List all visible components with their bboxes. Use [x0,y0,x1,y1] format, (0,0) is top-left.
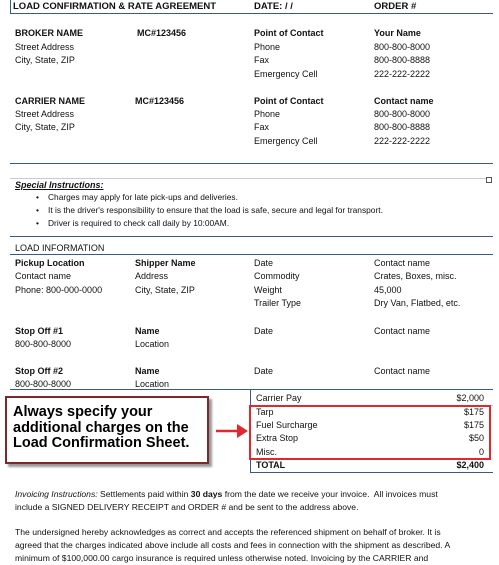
broker-phone-label: Phone [254,42,281,52]
carrier-poc-label: Point of Contact [254,96,324,106]
carrier-poc-value: Contact name [374,96,434,106]
agreement-line: minimum of $100,000.00 cargo insurance is required unless otherwise noted. Invoicing by the CARRIER and [15,553,429,563]
agreement-line: The undersigned hereby acknowledges as correct and accepts the referenced shipment on behalf of broker. It is [15,527,441,537]
parties-divider [10,163,493,164]
carrier-mc-number: MC#123456 [135,96,185,106]
weight-label: Weight [254,285,282,295]
list-item: • Charges may apply for late pick-ups and deliveries. [34,191,383,204]
weight-value: 45,000 [374,285,402,295]
broker-city: City, State, ZIP [15,55,75,65]
stop-2-date-label: Date [254,366,274,376]
header-divider [10,13,493,14]
carrier-fax-label: Fax [254,122,270,132]
carrier-phone-label: Phone [254,109,281,119]
commodity-label: Commodity [254,271,300,281]
callout-line: Load Confirmation Sheet. [13,435,190,451]
pickup-contact-label: Contact name [374,258,431,268]
carrier-pay-label: Carrier Pay [256,393,302,403]
special-divider [10,236,493,237]
carrier-city: City, State, ZIP [15,122,75,132]
extra-stop-value: $50 [468,433,484,443]
invoicing-paragraph [15,488,493,514]
stop-2-contact-label: Contact name [374,366,431,376]
date-field[interactable]: DATE: / / [254,1,293,12]
callout-line: additional charges on the [13,419,189,436]
charges-top-rule [10,389,493,390]
broker-poc-label: Point of Contact [254,28,324,38]
special-top-rule [10,178,486,179]
callout-box [5,396,209,464]
pickup-contact-name: Contact name [15,271,72,281]
fuel-surcharge-label: Fuel Surcharge [256,420,318,430]
resize-handle[interactable] [486,177,492,183]
pickup-location-label: Pickup Location [15,258,85,268]
load-information-heading: LOAD INFORMATION [15,243,105,253]
stop-2-label: Stop Off #2 [15,366,64,376]
pickup-date-label: Date [254,258,274,268]
special-instructions-label: Special Instructions: [15,180,104,190]
list-item: • Driver is required to check call daily by 10:00AM. [34,217,383,230]
invoicing-line-2: include a SIGNED DELIVERY RECEIPT and ORDER # and be sent to the address above. [15,502,359,512]
carrier-emergency-value: 222-222-2222 [374,136,431,146]
invoicing-label: Invoicing Instructions: [15,489,98,499]
left-margin-rule [10,0,11,14]
stop-1-date-label: Date [254,326,274,336]
shipper-city: City, State, ZIP [135,285,195,295]
special-instructions-list [34,191,383,230]
invoicing-text: from the date we receive your invoice. All invoices must [222,489,438,499]
broker-emergency-label: Emergency Cell [254,69,318,79]
extra-stop-label: Extra Stop [256,433,299,443]
shipper-address: Address [135,271,169,281]
carrier-emergency-label: Emergency Cell [254,136,318,146]
misc-value: 0 [478,447,484,457]
trailer-type-value: Dry Van, Flatbed, etc. [374,298,461,308]
carrier-phone-value: 800-800-8000 [374,109,431,119]
broker-phone-value: 800-800-8000 [374,42,431,52]
stop-1-label: Stop Off #1 [15,326,64,336]
load-heading-rule [10,254,493,255]
broker-fax-label: Fax [254,55,270,65]
total-value: $2,400 [456,460,484,470]
document-title: LOAD CONFIRMATION & RATE AGREEMENT [13,1,217,12]
order-number-field[interactable]: ORDER # [374,1,417,12]
stop-2-name-label: Name [135,366,160,376]
fuel-surcharge-value: $175 [463,420,484,430]
carrier-fax-value: 800-800-8888 [374,122,431,132]
stop-2-phone: 800-800-8000 [15,379,72,389]
carrier-pay-value: $2,000 [456,393,484,403]
carrier-street: Street Address [15,109,75,119]
arrow-right-icon [215,422,249,440]
total-label: TOTAL [256,460,286,470]
broker-fax-value: 800-800-8888 [374,55,431,65]
agreement-paragraph [15,526,493,565]
broker-poc-value: Your Name [374,28,421,38]
stop-1-name-label: Name [135,326,160,336]
stop-1-location: Location [135,339,170,349]
commodity-value: Crates, Boxes, misc. [374,271,457,281]
trailer-type-label: Trailer Type [254,298,302,308]
list-item: • It is the driver's responsibility to ensure that the load is safe, secure and legal for transport. [34,204,383,217]
stop-2-location: Location [135,379,170,389]
broker-mc-number: MC#123456 [137,28,187,38]
tarp-label: Tarp [256,407,274,417]
stop-1-contact-label: Contact name [374,326,431,336]
misc-label: Misc. [256,447,277,457]
broker-street: Street Address [15,42,75,52]
broker-name: BROKER NAME [15,28,84,38]
invoicing-text: Settlements paid within [97,489,191,499]
stop-1-phone: 800-800-8000 [15,339,72,349]
total-bottom-rule [250,472,493,473]
broker-emergency-value: 222-222-2222 [374,69,431,79]
tarp-value: $175 [463,407,484,417]
callout-line: Always specify your [13,404,153,420]
invoicing-days: 30 days [190,489,223,499]
carrier-name: CARRIER NAME [15,96,86,106]
additional-charges-highlight [249,405,491,460]
agreement-line: agreed that the charges indicated above include all costs and fees in connection with the shipment as described. A [15,540,451,550]
shipper-name-label: Shipper Name [135,258,196,268]
pickup-phone: Phone: 800-000-0000 [15,285,103,295]
